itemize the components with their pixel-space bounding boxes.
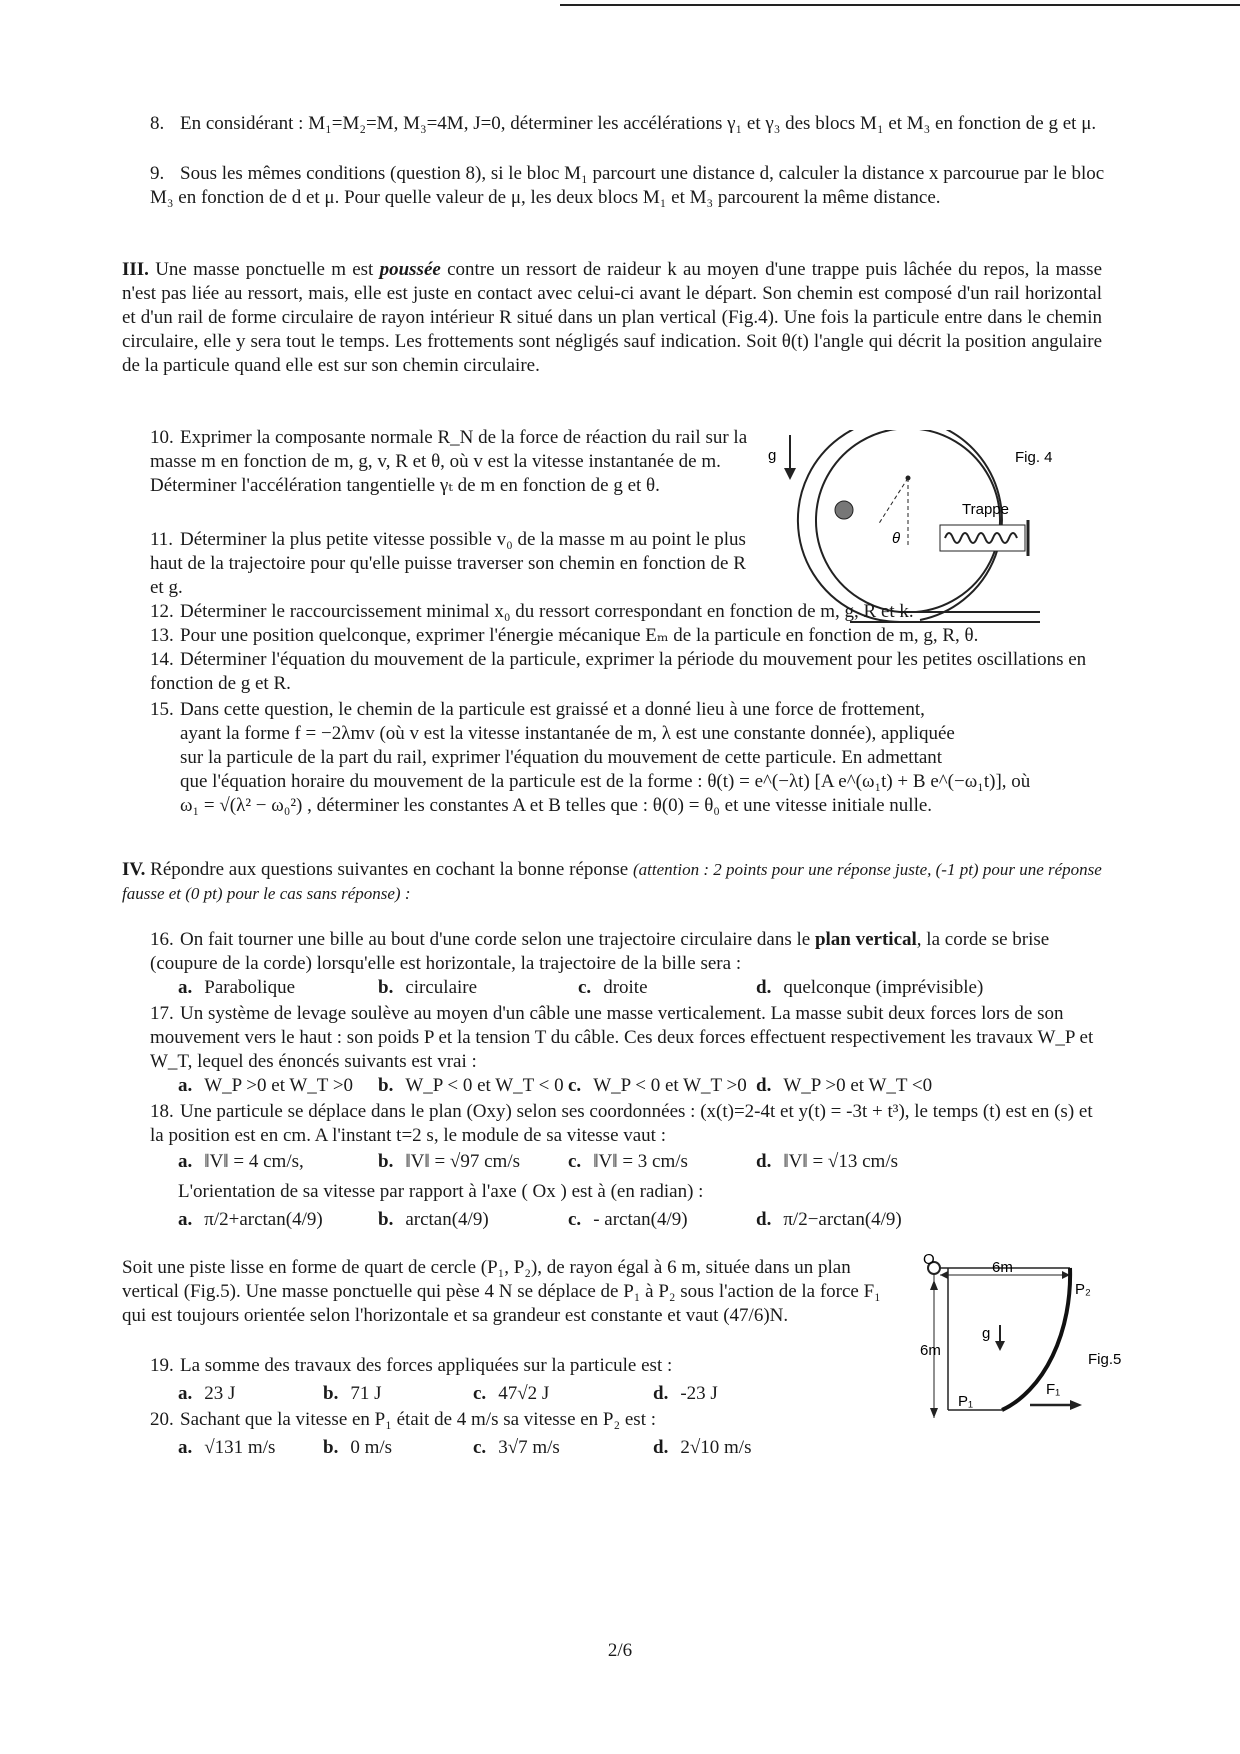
option-a[interactable]: a. 23 J (178, 1383, 236, 1404)
question-text: Pour une position quelconque, exprimer l'énergie mécanique Eₘ de la particule en fonction de m, g, R, θ. (180, 625, 979, 646)
section-note: (attention : 2 points pour une réponse juste, (-1 pt) pour une réponse fausse et (0 pt) pour le cas sans réponse) : (122, 860, 1102, 903)
question-text-b: , la corde se brise (coupure de la corde) lorsqu'elle est horizontale, la trajectoire de la bille sera : (150, 929, 1050, 974)
question-line-1: Dans cette question, le chemin de la particule est graissé et a donné lieu à une force de frottement, (180, 699, 925, 720)
origin-label: O (923, 1251, 935, 1268)
question-19 (150, 1354, 910, 1378)
horizontal-dimension-label: 6m (992, 1259, 1013, 1276)
trap-label: Trappe (962, 501, 1009, 518)
particle-mass (835, 501, 853, 519)
question-text: Sous les mêmes conditions (question 8), si le bloc M₁ parcourt une distance d, calculer la distance x parcourue par le bloc M₃ en fonction de d et μ. Pour quelle valeur de μ, les deux blocs M₁ et M₃ parcourent la même distance. (150, 163, 1105, 208)
option-b[interactable]: b. arctan(4/9) (378, 1209, 489, 1230)
question-text: Exprimer la composante normale R_N de la force de réaction du rail sur la masse m en fonction de m, g, v, R et θ, où v est la vitesse instantanée de m. Déterminer l'accélération tangentielle γₜ de m en fonction de g et θ. (150, 427, 748, 496)
option-d[interactable]: d. π/2−arctan(4/9) (756, 1209, 902, 1230)
section-4-intro (122, 858, 1102, 906)
question-number: 14. (150, 649, 174, 670)
question-number: 11. (150, 529, 174, 550)
gravity-label: g (768, 447, 777, 464)
question-number: 17. (150, 1003, 174, 1024)
section-emphasis: poussée (379, 259, 441, 280)
theta-label: θ (892, 530, 901, 547)
question-number: 9. (150, 163, 165, 184)
question-number: 16. (150, 929, 174, 950)
gravity-label: g (982, 1325, 991, 1342)
section-number: IV. (122, 859, 146, 880)
question-18 (150, 1100, 1105, 1148)
question-number: 19. (150, 1355, 174, 1376)
question-13 (150, 624, 1105, 648)
question-number: 13. (150, 625, 174, 646)
question-line-5: ω₁ = √(λ² − ω₀²) , déterminer les constantes A et B telles que : θ(0) = θ₀ et une vitesse initiale nulle. (180, 795, 933, 816)
question-text: Une particule se déplace dans le plan (Oxy) selon ses coordonnées : (x(t)=2-4t et y(t) = -3t + t³), le temps (t) est en (s) et la position est en cm. A l'instant t=2 s, le module de sa vitesse vaut : (150, 1101, 1093, 1146)
option-a[interactable]: a. Parabolique (178, 977, 296, 998)
top-border-line (560, 4, 1240, 6)
question-line-3: sur la particule de la part du rail, exprimer l'équation du mouvement de cette particule. En admettant (180, 747, 943, 768)
option-a[interactable]: a. ‖V‖ = 4 cm/s, (178, 1151, 304, 1172)
question-number: 8. (150, 113, 165, 134)
force-arrow-head (1070, 1400, 1082, 1410)
fig4-label: Fig. 4 (1015, 449, 1053, 466)
question-text: Déterminer la plus petite vitesse possible v₀ de la masse m au point le plus haut de la trajectoire pour qu'elle puisse traverser son chemin en fonction de R et g. (150, 529, 746, 598)
page-number: 2/6 (607, 1640, 633, 1661)
figure-5 (920, 1250, 1140, 1450)
question-number: 12. (150, 601, 174, 622)
dim-arrow-left (940, 1271, 948, 1279)
section-text-a: Une masse ponctuelle m est (155, 259, 380, 280)
section-5-intro: Soit une piste lisse en forme de quart de cercle (P₁, P₂), de rayon égal à 6 m, située dans un plan vertical (Fig.5). Une masse ponctuelle qui pèse 4 N se déplace de P₁ à P₂ sous l'action de la force F₁ qui est toujours orientée selon l'horizontale et sa grandeur est constante et vaut (47/6)N. (122, 1257, 881, 1326)
p2-label: P₂ (1075, 1281, 1091, 1298)
force-label: F₁ (1046, 1381, 1061, 1398)
gravity-arrow-head (784, 468, 796, 480)
question-number: 18. (150, 1101, 174, 1122)
option-d[interactable]: d. quelconque (imprévisible) (756, 977, 984, 998)
option-c[interactable]: c. ‖V‖ = 3 cm/s (568, 1151, 688, 1172)
loop-center (906, 476, 911, 481)
question-text: Déterminer l'équation du mouvement de la particule, exprimer la période du mouvement pour les petites oscillations en fonction de g et R. (150, 649, 1087, 694)
section-text-b: contre un ressort de raideur k au moyen d'une trappe puis lâchée du repos, la masse n'est pas liée au ressort, mais, elle est juste en contact avec celui-ci avant le départ. Son chemin est composé d'un rail horizontal et d'un rail de forme circulaire de rayon intérieur R situé dans un plan vertical (Fig.4). Une fois la particule entre dans le chemin circulaire, elle y sera tout le temps. Les frottements sont négligés sauf indication. Soit θ(t) l'angle qui décrit la position angulaire de la particule quand elle est sur son chemin circulaire. (122, 259, 1102, 376)
p1-label: P₁ (958, 1393, 974, 1410)
option-d[interactable]: d. 2√10 m/s (653, 1437, 752, 1458)
question-text-bold: plan vertical (814, 929, 917, 950)
question-line-2: ayant la forme f = −2λmv (où v est la vitesse instantanée de m, λ est une constante donnée), appliquée (180, 723, 955, 744)
option-b[interactable]: b. ‖V‖ = √97 cm/s (378, 1151, 520, 1172)
section-3-intro (122, 258, 1102, 378)
question-20 (150, 1408, 910, 1432)
option-a[interactable]: a. π/2+arctan(4/9) (178, 1209, 323, 1230)
option-b[interactable]: b. 71 J (323, 1383, 382, 1404)
question-text: Déterminer le raccourcissement minimal x₀ du ressort correspondant en fonction de m, g, R et k. (180, 601, 914, 622)
question-number: 10. (150, 427, 174, 448)
question-line-4: que l'équation horaire du mouvement de la particule est de la forme : θ(t) = e^(−λt) [A e^(ω₁t) + B e^(−ω₁t)], où (180, 771, 1031, 792)
section-number: III. (122, 259, 149, 280)
vertical-dimension-label: 6m (920, 1342, 941, 1359)
radius-dashed (878, 478, 908, 525)
q18-orientation: L'orientation de sa vitesse par rapport à l'axe ( Ox ) est à (en radian) : (178, 1181, 704, 1202)
option-c[interactable]: c. - arctan(4/9) (568, 1209, 688, 1230)
option-b[interactable]: b. W_P < 0 et W_T < 0 (378, 1075, 564, 1096)
question-10 (150, 426, 750, 498)
question-17 (150, 1002, 1105, 1074)
option-d[interactable]: d. -23 J (653, 1383, 718, 1404)
option-b[interactable]: b. circulaire (378, 977, 478, 998)
question-15 (150, 698, 1105, 818)
question-9 (150, 162, 1105, 210)
option-c[interactable]: c. 47√2 J (473, 1383, 550, 1404)
option-a[interactable]: a. √131 m/s (178, 1437, 276, 1458)
option-c[interactable]: c. W_P < 0 et W_T >0 (568, 1075, 747, 1096)
option-d[interactable]: d. W_P >0 et W_T <0 (756, 1075, 933, 1096)
dim-arrow-bottom (930, 1408, 938, 1418)
question-text-a: On fait tourner une bille au bout d'une corde selon une trajectoire circulaire dans le (180, 929, 815, 950)
question-number: 20. (150, 1409, 174, 1430)
option-a[interactable]: a. W_P >0 et W_T >0 (178, 1075, 354, 1096)
question-14 (150, 648, 1105, 696)
fig5-label: Fig.5 (1088, 1351, 1122, 1368)
question-text: La somme des travaux des forces appliquées sur la particule est : (180, 1355, 673, 1376)
option-c[interactable]: c. 3√7 m/s (473, 1437, 560, 1458)
option-b[interactable]: b. 0 m/s (323, 1437, 393, 1458)
question-text: En considérant : M₁=M₂=M, M₃=4M, J=0, déterminer les accélérations γ₁ et γ₃ des blocs M₁ et M₃ en fonction de g et μ. (180, 113, 1097, 134)
question-11 (150, 528, 750, 600)
dim-arrow-top (930, 1280, 938, 1290)
question-text: Sachant que la vitesse en P₁ était de 4 m/s sa vitesse en P₂ est : (180, 1409, 657, 1430)
gravity-arrow-head (995, 1341, 1005, 1351)
question-8 (150, 112, 1105, 136)
question-16 (150, 928, 1105, 976)
option-c[interactable]: c. droite (578, 977, 648, 998)
question-text: Un système de levage soulève au moyen d'un câble une masse verticalement. La masse subit deux forces lors de son mouvement vers le haut : son poids P et la tension T du câble. Ces deux forces effectuent respectivement les travaux W_P et W_T, lequel des énoncés suivants est vrai : (150, 1003, 1094, 1072)
question-number: 15. (150, 699, 174, 720)
option-d[interactable]: d. ‖V‖ = √13 cm/s (756, 1151, 898, 1172)
question-12 (150, 600, 1105, 624)
section-text: Répondre aux questions suivantes en cochant la bonne réponse (150, 859, 629, 880)
